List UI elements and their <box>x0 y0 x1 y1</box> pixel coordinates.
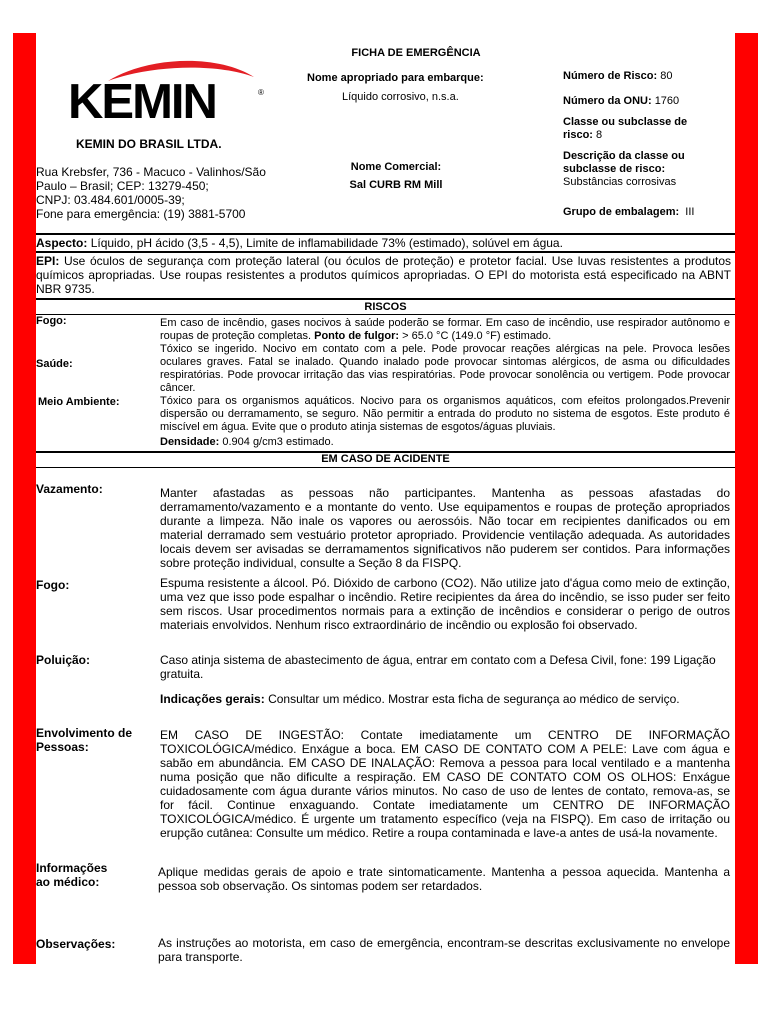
packing-group-label: Grupo de embalagem: <box>563 206 680 218</box>
trade-name-label: Nome Comercial: <box>350 161 442 173</box>
divider <box>36 314 735 315</box>
right-red-border <box>735 33 758 964</box>
risk-number <box>563 70 672 83</box>
accident-fire-label: Fogo: <box>36 578 70 592</box>
risks-environment-text: Tóxico para os organismos aquáticos. Nocivo para os organismos aquáticos, com efeitos prolongados.Prevenir dispersão ou derramamento, se seguro. Não permitir a entrada do produto no sistema de esgotos. Este produto é miscível em água. Evite que o produto atinja sistemas de esgotos/águas pluviais. <box>160 395 730 433</box>
density <box>160 436 334 449</box>
company-logo <box>68 55 266 129</box>
people-label-1: Envolvimento de <box>36 726 133 740</box>
risk-number-value: 80 <box>660 70 673 82</box>
emergency-sheet <box>36 33 735 964</box>
accident-fire-text: Espuma resistente a álcool. Pó. Dióxido de carbono (CO2). Não utilize jato d'água como meio de extinção, uma vez que isso pode espalhar o incêndio. Retire recipientes da área do incêndio, se isso puder ser feito sem riscos. Usar procedimentos normais para a extinção de incêndios e considerar o perigo de outros materiais envolvidos. Nenhum risco extraordinário de incêndio ou explosão foi observado. <box>160 576 730 632</box>
registered-mark: ® <box>258 88 264 97</box>
medical-label <box>36 861 107 889</box>
class-desc-label-2: subclasse de risco: <box>563 163 666 175</box>
divider <box>36 251 735 253</box>
onu-number-label: Número da ONU: <box>563 95 652 107</box>
leak-text: Manter afastadas as pessoas não participantes. Mantenha as pessoas afastadas do derramamento/vazamento e a montante do vento. Use equipamentos e roupas de proteção apropriados durante a limpeza. Não inale os vapores ou aerossóis. Não tocar em recipientes danificados ou em material derramado sem vestuário protetor apropriado. Providencie ventilação adequada. As autoridades locais devem ser avisadas se derramamentos significativos não puderem ser contidos. Para informações sobre proteção individual, consulte a Seção 8 da FISPQ. <box>160 486 730 570</box>
general-indications-text: Consultar um médico. Mostrar esta ficha de segurança ao médico de serviço. <box>268 692 680 706</box>
company-name: KEMIN DO BRASIL LTDA. <box>76 137 222 151</box>
people-label-2: Pessoas: <box>36 740 89 754</box>
risk-class-label-1: Classe ou subclasse de <box>563 116 688 128</box>
observations-label: Observações: <box>36 937 116 951</box>
onu-number <box>563 95 679 108</box>
people-text: EM CASO DE INGESTÃO: Contate imediatamente um CENTRO DE INFORMAÇÃO TOXICOLÓGICA/médico. Enxágue a boca. EM CASO DE CONTATO COM A PELE: Lave com água e sabão em abundância. EM CASO DE INALAÇÃO: Remova a pessoa para local ventilado e a mantenha numa posição que não dificulte a respiração. EM CASO DE CONTATO COM OS OLHOS: Enxágue cuidadosamente com água durante vários minutos. No caso de uso de lentes de contato, remova-as, se for fácil. Continue enxaguando. Contate imediatamente um CENTRO DE INFORMAÇÃO TOXICOLÓGICA/médico. É urgente um tratamento específico (veja na FISPQ). Em caso de irritação ou erupção cutânea: Consulte um médico. Retire a roupa contaminada e lave-a antes de usá-la novamente. <box>160 728 730 840</box>
address-line-3: CNPJ: 03.484.601/0005-39; <box>36 193 185 207</box>
risk-class-value: 8 <box>596 129 603 141</box>
general-indications-label: Indicações gerais: <box>160 692 265 706</box>
onu-number-value: 1760 <box>654 95 680 107</box>
risks-fire-label: Fogo: <box>36 315 67 327</box>
form-title: FICHA DE EMERGÊNCIA <box>351 47 481 59</box>
address-line-2: Paulo – Brasil; CEP: 13279-450; <box>36 179 209 193</box>
medical-text: Aplique medidas gerais de apoio e trate sintomaticamente. Mantenha a pessoa aquecida. Mantenha a pessoa sob observação. Os sintomas podem ser retardados. <box>158 865 730 893</box>
general-indications <box>160 692 730 706</box>
risks-health-text: Tóxico se ingerido. Nocivo em contato com a pele. Pode provocar reações alérgicas na pele. Provoca lesões oculares graves. Fatal se inalado. Quando inalado pode provocar sintomas alérgicos, de asma ou dificuldades respiratórias. Pode provocar irritação das vias respiratórias. Pode provocar sonolência ou vertigem. Pode provocar câncer. <box>160 343 730 394</box>
flash-point-value: > 65.0 °C (149.0 °F) estimado. <box>402 330 552 342</box>
risk-class-label-2: risco: <box>563 129 593 141</box>
density-label: Densidade: <box>160 436 220 448</box>
risk-number-label: Número de Risco: <box>563 70 658 82</box>
leak-label: Vazamento: <box>36 482 103 496</box>
aspect-row <box>36 236 735 250</box>
epi-row <box>36 254 731 296</box>
trade-name-value: Sal CURB RM Mill <box>349 179 443 191</box>
density-value: 0.904 g/cm3 estimado. <box>222 436 334 448</box>
class-description <box>563 150 728 189</box>
address-line-4: Fone para emergência: (19) 3881-5700 <box>36 207 246 221</box>
divider <box>36 233 735 235</box>
class-desc-label-1: Descrição da classe ou <box>563 150 685 162</box>
divider <box>36 467 735 468</box>
aspect-label: Aspecto: <box>36 236 88 250</box>
address-line-1: Rua Krebsfer, 736 - Macuco - Valinhos/São <box>36 165 266 179</box>
shipping-name-label: Nome apropriado para embarque: <box>307 72 484 84</box>
risks-fire-text <box>160 317 730 343</box>
accident-title: EM CASO DE ACIDENTE <box>321 453 450 465</box>
risks-environment-label: Meio Ambiente: <box>38 396 120 408</box>
pollution-label: Poluição: <box>36 653 91 667</box>
epi-text: Use óculos de segurança com proteção lateral (ou óculos de proteção) e protetor facial. Use luvas resistentes a produtos químicos apropriadas. Use roupas resistentes a produtos químicos apropriadas. O EPI do motorista está especificado na ABNT NBR 9735. <box>36 254 731 296</box>
flash-point-label: Ponto de fulgor: <box>314 330 400 342</box>
shipping-name-value: Líquido corrosivo, n.s.a. <box>342 91 459 103</box>
medical-label-2: ao médico: <box>36 875 100 889</box>
left-red-border <box>13 33 36 964</box>
people-label <box>36 726 132 754</box>
packing-group <box>563 206 694 219</box>
packing-group-value: III <box>685 206 695 218</box>
logo-wordmark: KEMIN <box>68 75 216 129</box>
risk-class <box>563 116 723 142</box>
epi-label: EPI: <box>36 254 60 268</box>
pollution-text: Caso atinja sistema de abastecimento de água, entrar em contato com a Defesa Civil, fone: 199 Ligação gratuita. <box>160 653 716 681</box>
risks-fire-desc: Em caso de incêndio, gases nocivos à saúde poderão se formar. Em caso de incêndio, use respirador autônomo e roupas de proteção completas. <box>160 317 730 342</box>
aspect-text: Líquido, pH ácido (3,5 - 4,5), Limite de inflamabilidade 73% (estimado), solúvel em água. <box>90 236 563 250</box>
risks-health-label: Saúde: <box>36 358 73 370</box>
divider <box>36 298 735 300</box>
class-desc-value: Substâncias corrosivas <box>563 176 677 188</box>
risks-title: RISCOS <box>364 301 407 313</box>
medical-label-1: Informações <box>36 861 108 875</box>
observations-text: As instruções ao motorista, em caso de emergência, encontram-se descritas exclusivamente no envelope para transporte. <box>158 936 730 964</box>
company-address <box>36 165 296 221</box>
